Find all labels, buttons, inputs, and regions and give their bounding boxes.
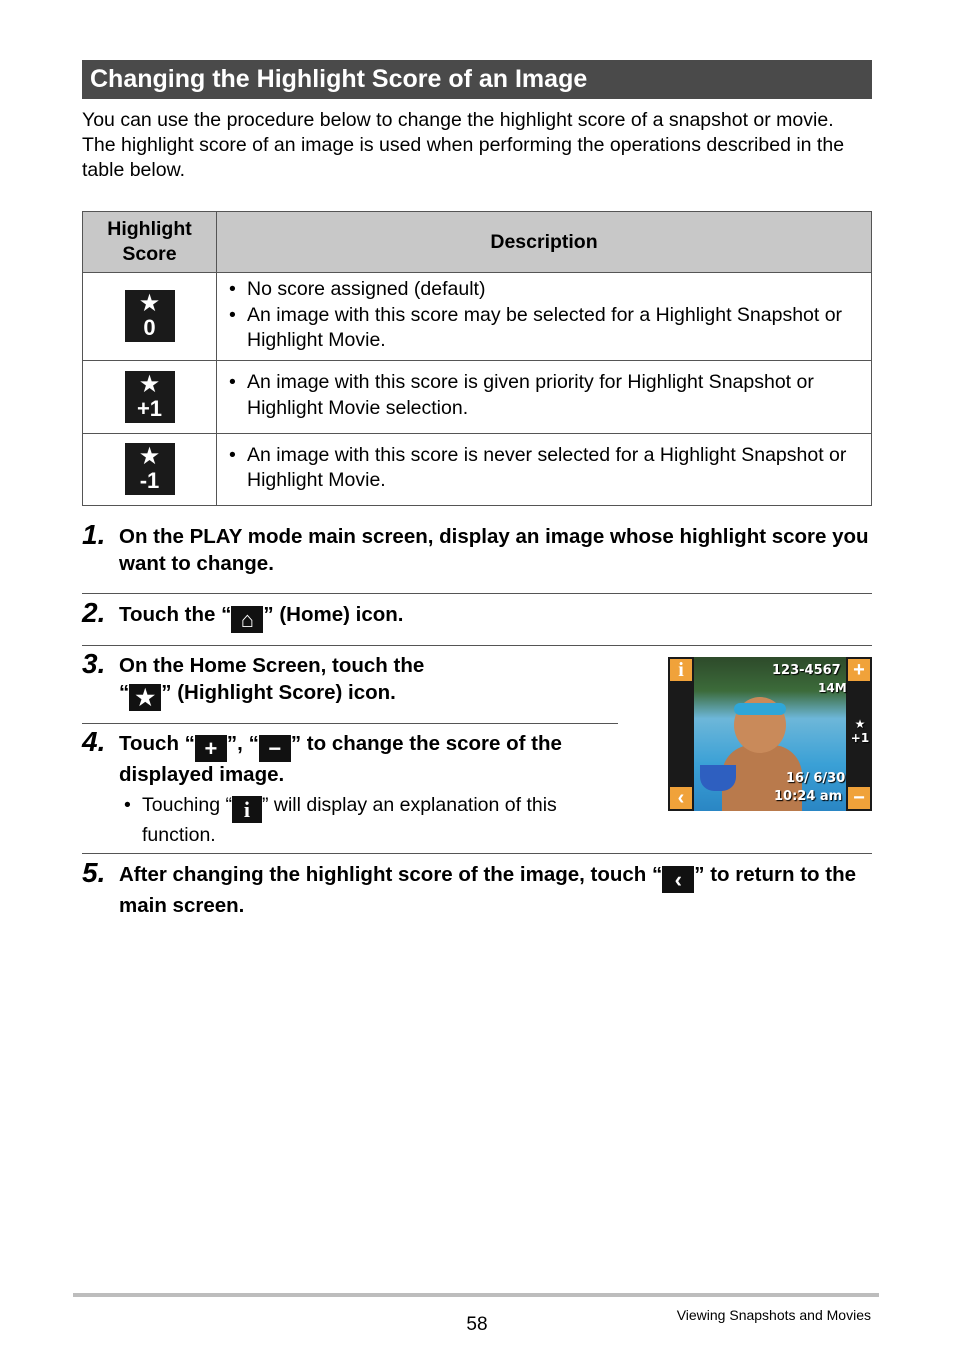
star-score-minus1-icon: ★ -1 [125,443,175,495]
star-score-0-icon: ★ 0 [125,290,175,342]
section-title: Changing the Highlight Score of an Image [82,60,872,99]
divider [82,853,872,854]
highlight-score-table [82,211,872,506]
minus-icon: − [259,735,291,762]
photo-goggles [734,703,786,715]
divider [82,593,872,594]
camera-score-indicator [850,717,870,745]
step-text [119,731,622,789]
step-number: 3. [82,648,106,679]
step-text-part: Touch “ [119,732,195,755]
step-2 [82,597,872,633]
star-icon: ★ [129,684,161,711]
list-item: • An image with this score is never selected for a Highlight Snapshot or Highlight Movie. [227,443,861,494]
camera-score: +1 [850,731,870,745]
divider [82,723,618,724]
step-text [119,862,872,920]
step-4 [82,726,622,848]
score-icon-cell [83,360,217,433]
step-text-part: ” to change the score of the displayed image. [119,732,562,786]
list-item: • No score assigned (default) [227,277,861,303]
photo-bucket [700,765,736,791]
step-number: 2. [82,597,106,628]
capture-date: 16/ 6/30 [786,771,846,786]
star-score-plus1-icon: ★ +1 [125,371,175,423]
header-description: Description [217,212,872,273]
image-size: 14M [818,681,847,695]
list-item: • An image with this score is given priority for Highlight Snapshot or Highlight Movie selection. [227,370,861,421]
file-number: 123-4567 [772,663,841,678]
step-text-part: On the Home Screen, touch the [119,654,425,677]
camera-screen-image [668,657,872,811]
step-text [119,653,622,711]
score-description [217,360,872,433]
note-text-part: Touching “ [142,793,232,816]
step-number: 1. [82,519,106,550]
page-number: 58 [466,1314,488,1335]
plus-icon[interactable]: + [848,659,870,681]
table-row [83,273,872,361]
step-5 [82,857,872,920]
star-icon: ★ [854,717,866,731]
step-text-part: Touch the “ [119,603,232,626]
step-text-part: After changing the highlight score of the image, touch “ [119,863,663,886]
info-icon: i [232,796,262,823]
info-icon[interactable]: i [670,659,692,681]
home-icon: ⌂ [231,606,263,633]
step-3 [82,648,622,711]
step-1 [82,519,872,577]
step-text-part: ” to return to the main screen. [119,863,856,917]
step-text-part: ” (Highlight Score) icon. [161,680,396,704]
score-icon-cell [83,433,217,505]
header-score-line1: Highlight [107,218,192,240]
header-highlight-score [83,212,217,273]
footer-section-title: Viewing Snapshots and Movies [676,1307,871,1323]
intro-paragraph: You can use the procedure below to change the highlight score of a snapshot or movie. The highlight score of an image is used when performing the operations described in the table below. [82,109,845,181]
plus-icon: + [195,735,227,762]
step-text [119,602,872,633]
score-icon-cell [83,273,217,361]
divider [82,645,872,646]
back-icon: ‹ [662,866,694,893]
step-note [124,793,622,848]
back-icon[interactable]: ‹ [670,787,692,809]
step-text: On the PLAY mode main screen, display an image whose highlight score you want to change. [119,525,869,575]
footer-rule [73,1293,879,1297]
header-score-line2: Score [122,243,177,265]
score-description [217,433,872,505]
table-row [83,433,872,505]
table-row [83,360,872,433]
step-number: 5. [82,857,106,888]
note-text-part: ” will display an explanation of this function. [142,793,557,846]
list-item: • An image with this score may be selected for a Highlight Snapshot or Highlight Movie. [227,303,861,354]
step-text-part: ”, “ [226,732,259,755]
capture-time: 10:24 am [774,789,843,804]
minus-icon[interactable]: − [848,787,870,809]
step-text-part: ” (Home) icon. [263,603,404,626]
step-number: 4. [82,726,106,757]
score-description [217,273,872,361]
step-text-part: “ [119,680,130,704]
